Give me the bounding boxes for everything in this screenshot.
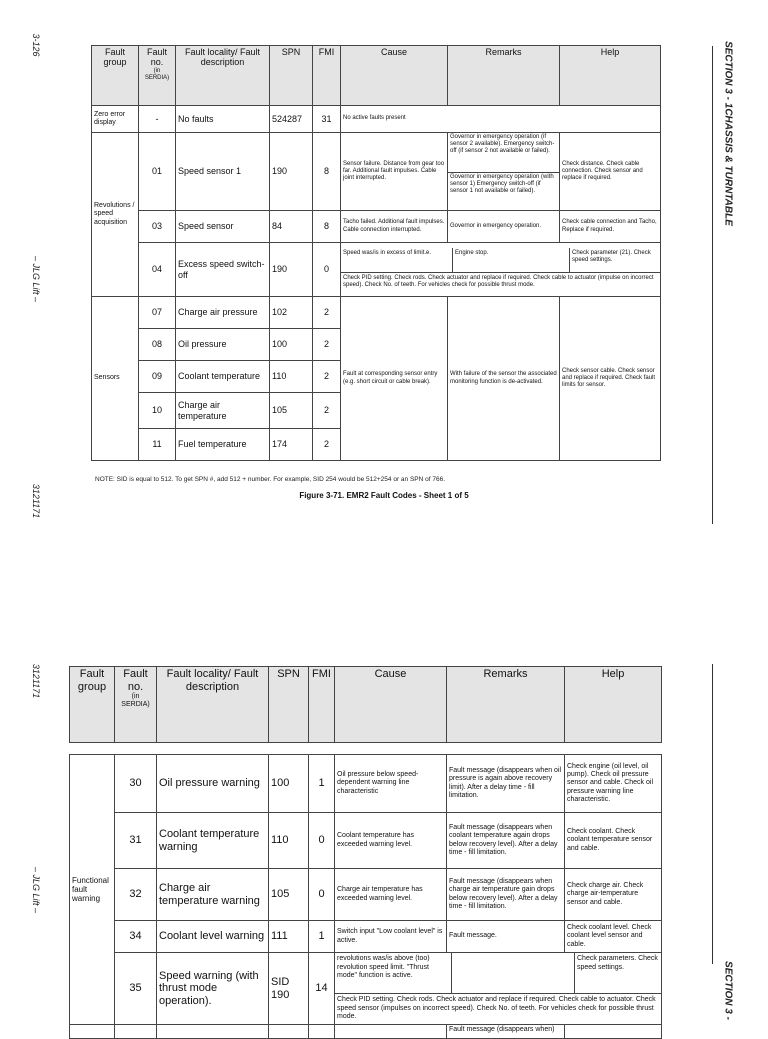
fault-table-sheet-2 [69,666,662,1039]
brand-label-top: – JLG Lift – [31,255,41,303]
fault-group: Functional fault warning [70,755,115,1025]
fault-no: - [139,106,176,133]
cause-text: Tacho failed. Additional fault impulses. Cable connection interrupted. [341,211,448,243]
header-help: Help [560,46,661,106]
cause-text: No active faults present [341,106,661,133]
spn-value: SID 190 [269,953,309,1025]
table-row [92,211,661,243]
header-remarks: Remarks [447,667,565,743]
fmi-value: 2 [313,393,341,429]
fault-group: Revolutions / speed acquisition [92,133,139,297]
fault-description: No faults [176,106,270,133]
remarks-text: Fault message (disappears when oil pressure is again above recovery limit). After a delay time - fill limitation. [447,755,565,813]
spn-value: 190 [270,243,313,297]
help-text: Check coolant level. Check coolant level sensor and cable. [565,921,662,953]
fault-no: 01 [139,133,176,211]
fault-description: Charge air temperature warning [157,869,269,921]
header-fault-group: Fault group [92,46,139,106]
cause-text: Coolant temperature has exceeded warning level. [335,813,447,869]
header-fault-no: Fault no. (in SERDIA) [139,46,176,106]
fault-description: Oil pressure [176,329,270,361]
spn-value: 110 [269,813,309,869]
help-text: Check charge air. Check charge air-temperature sensor and cable. [565,869,662,921]
cause-text: Oil pressure below speed-dependent warning line characteristic [335,755,447,813]
fault-no: 32 [115,869,157,921]
spn-value: 105 [269,869,309,921]
remarks-text: Governor in emergency operation (if sensor 2 available). Emergency switch-off (if sensor 2 not available or failed). [448,133,560,173]
help-text: Check distance. Check cable connection. Check sensor and replace if required. [560,133,661,211]
brand-label-bottom: – JLG Lift – [31,866,41,914]
cause-text: Sensor failure. Distance from gear too far. Additional fault impulses. Cable joint interrupted. [341,133,448,211]
help-text: Check sensor cable. Check sensor and replace if required. Check fault limits for sensor. [560,297,661,461]
spn-value: 190 [270,133,313,211]
remarks-text: Governor in emergency operation. [448,211,560,243]
doc-number-top: 3121171 [31,483,41,519]
help-text: Check engine (oil level, oil pump). Check oil pressure sensor and cable. Check oil pressure warning line characteristic. [565,755,662,813]
section-title-bottom: SECTION 3 - [722,961,734,1020]
sid-note: NOTE: SID is equal to 512. To get SPN #, add 512 + number. For example, SID 254 would be 512+254 or an SPN of 766. [95,476,446,483]
fault-no: 07 [139,297,176,329]
table-row [70,755,662,813]
header-help: Help [565,667,662,743]
fmi-value: 1 [309,755,335,813]
fault-description: Coolant level warning [157,921,269,953]
fault-no: 35 [115,953,157,1025]
fault-table-sheet-1 [91,45,661,461]
header-cause: Cause [335,667,447,743]
fmi-value: 31 [313,106,341,133]
table-row [92,106,661,133]
cause-text: Charge air temperature has exceeded warning level. [335,869,447,921]
section-title-top: SECTION 3 - 1CHASSIS & TURNTABLE [722,41,734,226]
check-instructions: Check PID setting. Check rods. Check actuator and replace if required. Check cable to actuator. Check speed sensor (impulses on incorrect speed). Check No. of teeth. For vehicles check for possible thrust mode. [337,996,656,1021]
remarks-text: Governor in emergency operation (with sensor 1) Emergency switch-off (if sensor 1 not available or failed). [448,173,560,211]
remarks-text: With failure of the sensor the associated monitoring function is de-activated. [448,297,560,461]
table-row-partial [70,1025,662,1039]
table-row [92,297,661,329]
header-fault-locality: Fault locality/ Fault description [176,46,270,106]
fmi-value: 0 [313,243,341,297]
table-row [70,869,662,921]
fmi-value: 2 [313,429,341,461]
spacer-row [70,743,662,755]
doc-number-bottom: 3121171 [31,663,41,699]
section-rule-top [712,46,713,524]
header-fault-no: Fault no. (in SERDIA) [115,667,157,743]
header-remarks: Remarks [448,46,560,106]
header-fault-group: Fault group [70,667,115,743]
check-instructions: Check PID setting. Check rods. Check actuator and replace if required. Check cable to actuator (impulse on incorrect speed). Check No. of teeth. For vehicles check for possible thrust mode. [343,274,654,288]
fault-group: Sensors [92,297,139,461]
spn-value: 174 [270,429,313,461]
help-text: Check parameter (21). Check speed settings. [572,249,651,263]
fmi-value: 2 [313,297,341,329]
remarks-text: Fault message (disappears when coolant temperature again drops below recovery level). After a delay time - fill limitation. [447,813,565,869]
cause-text: Speed was/is in excess of limit.e. [341,248,453,272]
fault-group: Zero error display [92,106,139,133]
spn-value: 102 [270,297,313,329]
header-spn: SPN [270,46,313,106]
spn-value: 100 [270,329,313,361]
fault-description: Speed sensor [176,211,270,243]
fmi-value: 1 [309,921,335,953]
fmi-value: 8 [313,211,341,243]
fault-description: Coolant temperature [176,361,270,393]
fault-description: Oil pressure warning [157,755,269,813]
table-row [92,133,661,173]
section-rule-bottom [712,664,713,964]
fault-no: 10 [139,393,176,429]
header-row [92,46,661,106]
remarks-text: Engine stop. [453,248,570,272]
fmi-value: 2 [313,329,341,361]
fault-no: 31 [115,813,157,869]
fault-no: 08 [139,329,176,361]
help-text: Check cable connection and Tacho, Replace if required. [560,211,661,243]
table-row [70,813,662,869]
fault-description: Fuel temperature [176,429,270,461]
cause-text: Fault at corresponding sensor entry (e.g. short circuit or cable break). [341,297,448,461]
spn-value: 84 [270,211,313,243]
header-spn: SPN [269,667,309,743]
speed-warning-block [335,953,662,1025]
fmi-value: 2 [313,361,341,393]
cause-text: revolutions was/is above (too) revolution speed limit. "Thrust mode" function is active. [335,953,452,993]
speed-check-block [341,243,661,297]
page-number: 3-126 [31,33,41,57]
cause-text: Switch input "Low coolant level" is active. [335,921,447,953]
table-row [92,243,661,297]
header-row [70,667,662,743]
fault-no: 34 [115,921,157,953]
fault-no: 04 [139,243,176,297]
fault-no: 11 [139,429,176,461]
help-text: Check coolant. Check coolant temperature sensor and cable. [565,813,662,869]
help-text: Check parameters. Check speed settings. [577,955,658,971]
fault-description: Charge air pressure [176,297,270,329]
fault-description: Speed warning (with thrust mode operation). [157,953,269,1025]
fault-description: Charge air temperature [176,393,270,429]
fmi-value: 0 [309,813,335,869]
spn-value: 100 [269,755,309,813]
fmi-value: 0 [309,869,335,921]
table-row [70,921,662,953]
fault-description: Excess speed switch-off [176,243,270,297]
remarks-text [452,953,575,993]
table-row [70,953,662,1025]
fault-no: 03 [139,211,176,243]
spn-value: 524287 [270,106,313,133]
spn-value: 110 [270,361,313,393]
remarks-text: Fault message (disappears when) [447,1025,565,1039]
fault-no: 09 [139,361,176,393]
header-fmi: FMI [309,667,335,743]
spn-value: 111 [269,921,309,953]
header-fault-locality: Fault locality/ Fault description [157,667,269,743]
remarks-text: Fault message. [447,921,565,953]
fault-no: 30 [115,755,157,813]
fault-description: Speed sensor 1 [176,133,270,211]
figure-caption: Figure 3-71. EMR2 Fault Codes - Sheet 1 of 5 [299,491,469,500]
header-fmi: FMI [313,46,341,106]
spn-value: 105 [270,393,313,429]
header-cause: Cause [341,46,448,106]
remarks-text: Fault message (disappears when charge air temperature gain drops below recovery level). After a delay time - fill limitation. [447,869,565,921]
fmi-value: 14 [309,953,335,1025]
fmi-value: 8 [313,133,341,211]
fault-description: Coolant temperature warning [157,813,269,869]
